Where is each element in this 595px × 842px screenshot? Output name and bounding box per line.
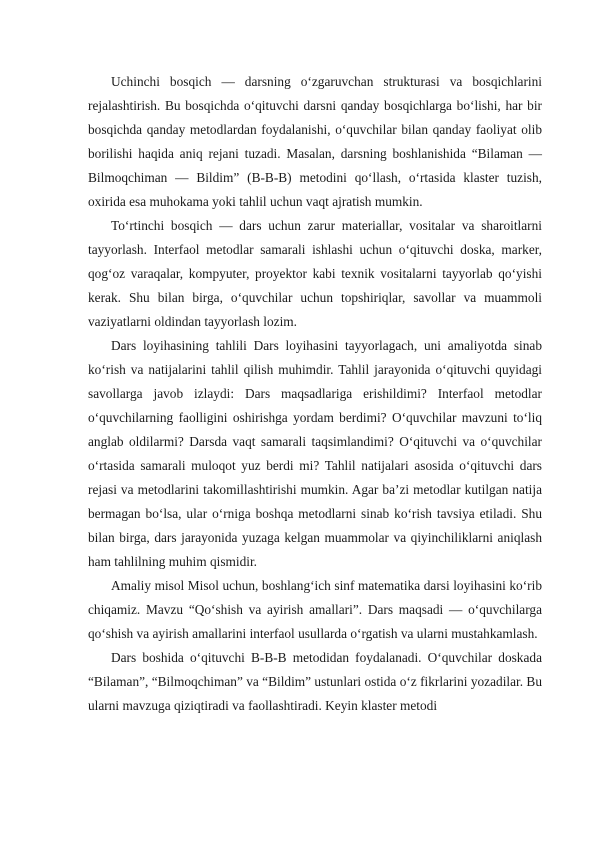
paragraph-stage-three: Uchinchi bosqich — darsning o‘zgaruvchan strukturasi va bosqichlarini rejalashtirish. Bu bosqichda o‘qituvchi darsni qanday bosqichlarga bo‘lishi, har bir bosqichda qanday metodlardan foydalanishi, o‘quvchilar bilan qanday faoliyat olib borilishi haqida aniq rejani tuzadi. Masalan, darsning boshlanishida “Bilaman — Bilmoqchiman — Bildim” (B-B-B) metodini qo‘llash, o‘rtasida klaster tuzish, oxirida esa muhokama yoki tahlil uchun vaqt ajratish mumkin. xyxy=(88,74,542,209)
document-page xyxy=(88,70,542,718)
paragraph-stage-four: To‘rtinchi bosqich — dars uchun zarur materiallar, vositalar va sharoitlarni tayyorlash. Interfaol metodlar samarali ishlashi uchun o‘qituvchi doska, marker, qog‘oz varaqalar, kompyuter, proyektor kabi texnik vositalarni tayyorlab qo‘yishi kerak. Shu bilan birga, o‘quvchilar uchun topshiriqlar, savollar va muammoli vaziyatlarni oldindan tayyorlash lozim. xyxy=(88,218,542,329)
paragraph-lesson-start: Dars boshida o‘qituvchi B-B-B metodidan foydalanadi. O‘quvchilar doskada “Bilaman”, “Bilmoqchiman” va “Bildim” ustunlari ostida o‘z fikrlarini yozadilar. Bu ularni mavzuga qiziqtiradi va faollashtiradi. Keyin klaster metodi xyxy=(88,650,542,713)
paragraph-lesson-analysis: Dars loyihasining tahlili Dars loyihasini tayyorlagach, uni amaliyotda sinab ko‘rish va natijalarini tahlil qilish muhimdir. Tahlil jarayonida o‘qituvchi quyidagi savollarga javob izlaydi: Dars maqsadlariga erishildimi? Interfaol metodlar o‘quvchilarning faolligini oshirishga yordam berdimi? O‘quvchilar mavzuni to‘liq anglab oldilarmi? Darsda vaqt samarali taqsimlandimi? O‘qituvchi va o‘quvchilar o‘rtasida samarali muloqot yuz berdi mi? Tahlil natijalari asosida o‘qituvchi dars rejasi va metodlarini takomillashtirishi mumkin. Agar ba’zi metodlar kutilgan natija bermagan bo‘lsa, ular o‘rniga boshqa metodlarni sinab ko‘rish tavsiya etiladi. Shu bilan birga, dars jarayonida yuzaga kelgan muammolar va qiyinchiliklarni aniqlash ham tahlilning muhim qismidir. xyxy=(88,338,542,569)
paragraph-practical-example: Amaliy misol Misol uchun, boshlang‘ich sinf matematika darsi loyihasini ko‘rib chiqamiz. Mavzu “Qo‘shish va ayirish amallari”. Dars maqsadi — o‘quvchilarga qo‘shish va ayirish amallarini interfaol usullarda o‘rgatish va ularni mustahkamlash. xyxy=(88,578,542,641)
